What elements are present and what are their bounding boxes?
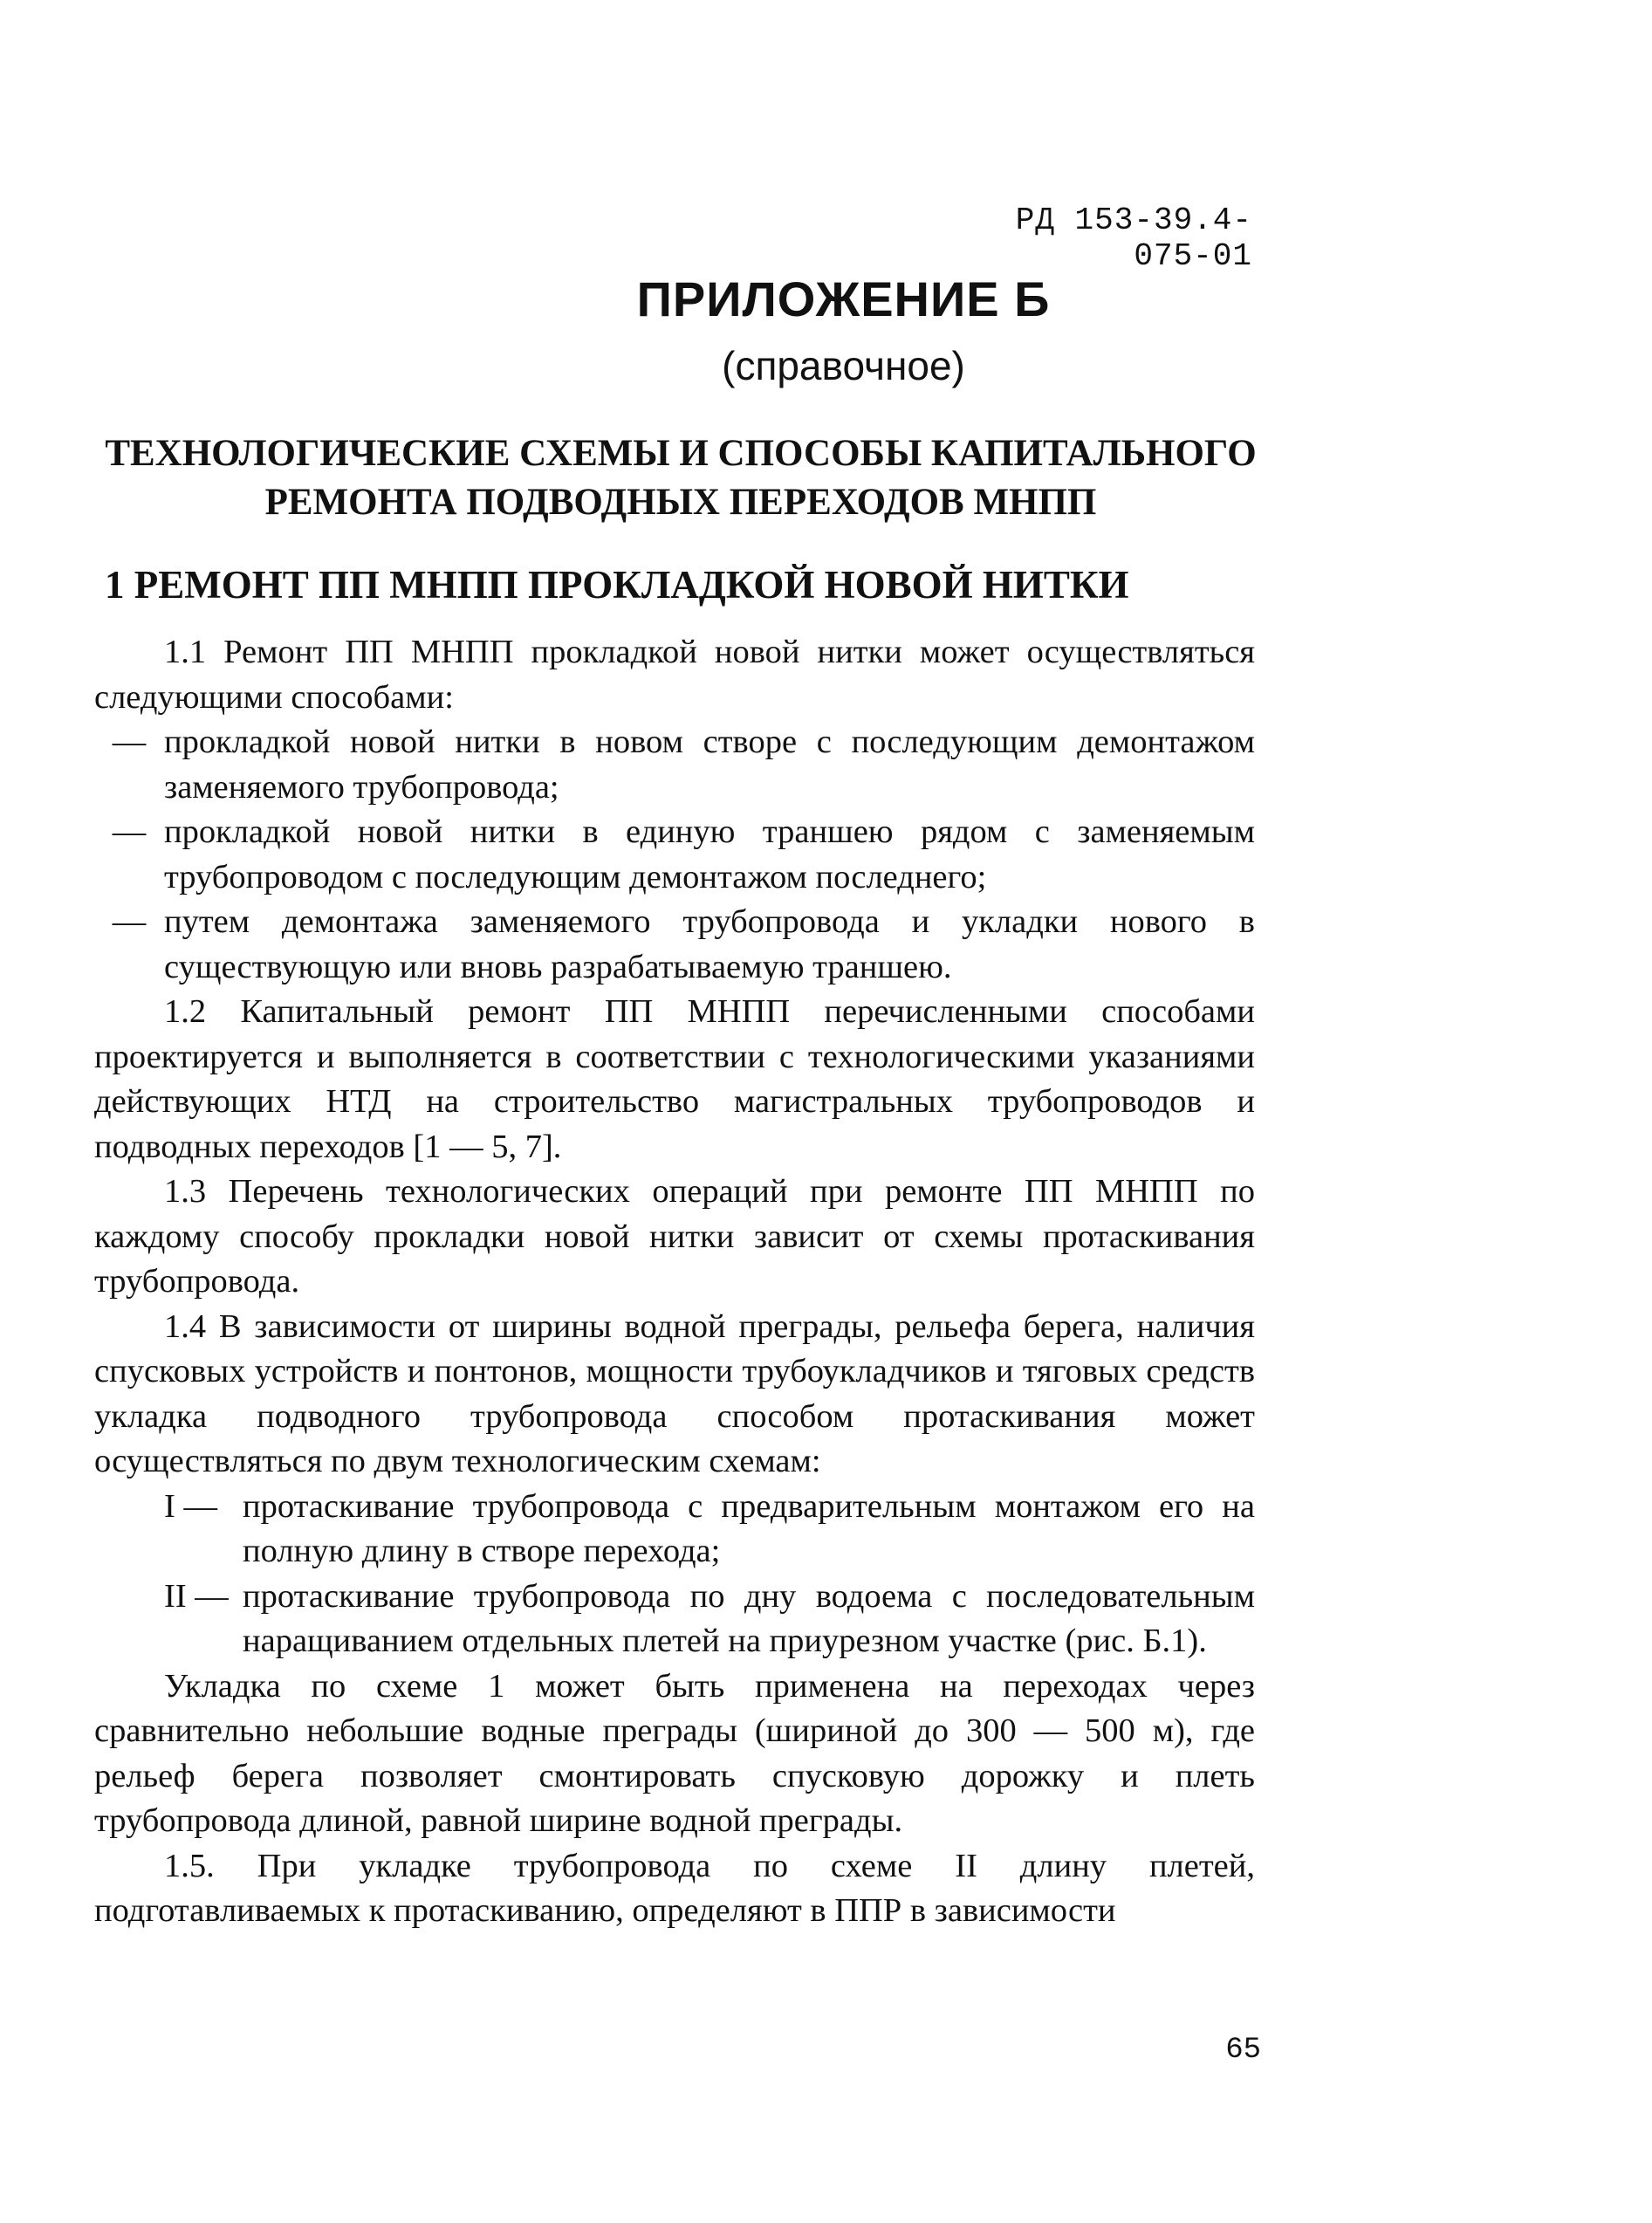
list-item: [94, 810, 1255, 900]
paragraph-1-2: 1.2 Капитальный ремонт ПП МНПП перечисленными способами проектируется и выполняется в соответствии с технологическими указаниями действующих НТД на строительство магистральных трубопроводов и подводных переходов [1 — 5, 7].: [94, 993, 1255, 1165]
document-body: [94, 630, 1255, 1934]
list-marker: I —: [164, 1487, 217, 1525]
page-number: 65: [1225, 2034, 1261, 2067]
list-item-text: прокладкой новой нитки в новом створе с последующим демонтажом заменяемого трубопровода;: [164, 724, 1255, 806]
paragraph-1-3: 1.3 Перечень технологических операций при ремонте ПП МНПП по каждому способу прокладки новой нитки зависит от схемы протаскивания трубопровода.: [94, 1173, 1255, 1300]
list-item-text: путем демонтажа заменяемого трубопровода и укладки нового в существующую или вновь разрабатываемую траншею.: [164, 903, 1255, 985]
paragraph-1-5: 1.5. При укладке трубопровода по схеме II длину плетей, подготавливаемых к протаскиванию, определяют в ППР в зависимости: [94, 1847, 1255, 1929]
list-item: [94, 900, 1255, 990]
document-code: РД 153-39.4-075-01: [1015, 202, 1252, 274]
main-title: [105, 429, 1257, 527]
appendix-subtitle: (справочное): [722, 343, 965, 388]
appendix-title: ПРИЛОЖЕНИЕ Б: [636, 271, 1051, 326]
list-marker: II —: [164, 1577, 229, 1615]
list-item: [94, 720, 1255, 810]
main-title-line-1: ТЕХНОЛОГИЧЕСКИЕ СХЕМЫ И СПОСОБЫ КАПИТАЛЬНОГО: [105, 433, 1257, 474]
main-title-line-2: РЕМОНТА ПОДВОДНЫХ ПЕРЕХОДОВ МНПП: [264, 482, 1097, 523]
list-marker: —: [112, 903, 147, 940]
section-heading: 1 РЕМОНТ ПП МНПП ПРОКЛАДКОЙ НОВОЙ НИТКИ: [105, 563, 1129, 607]
paragraph-1-4: 1.4 В зависимости от ширины водной преграды, рельефа берега, наличия спусковых устройств и понтонов, мощности трубоукладчиков и тяговых средств укладка подводного трубопровода способом протаскивания может осуществляться по двум технологическим схемам:: [94, 1307, 1255, 1479]
list-item: [94, 1485, 1255, 1575]
list-marker: —: [112, 724, 147, 760]
paragraph-1-1: 1.1 Ремонт ПП МНПП прокладкой новой нитки может осуществляться следующими способами:: [94, 634, 1255, 716]
list-item: [94, 1575, 1255, 1664]
list-marker: —: [112, 813, 147, 850]
list-item-text: протаскивание трубопровода с предварительным монтажом его на полную длину в створе перехода;: [243, 1487, 1255, 1569]
paragraph-scheme-note: Укладка по схеме 1 может быть применена на переходах через сравнительно небольшие водные преграды (шириной до 300 — 500 м), где рельеф берега позволяет смонтировать спусковую дорожку и плеть трубопровода длиной, равной ширине водной преграды.: [94, 1667, 1255, 1839]
list-item-text: протаскивание трубопровода по дну водоема с последовательным наращиванием отдельных плетей на приурезном участке (рис. Б.1).: [243, 1577, 1255, 1659]
list-item-text: прокладкой новой нитки в единую траншею рядом с заменяемым трубопроводом с последующим демонтажом последнего;: [164, 813, 1255, 895]
